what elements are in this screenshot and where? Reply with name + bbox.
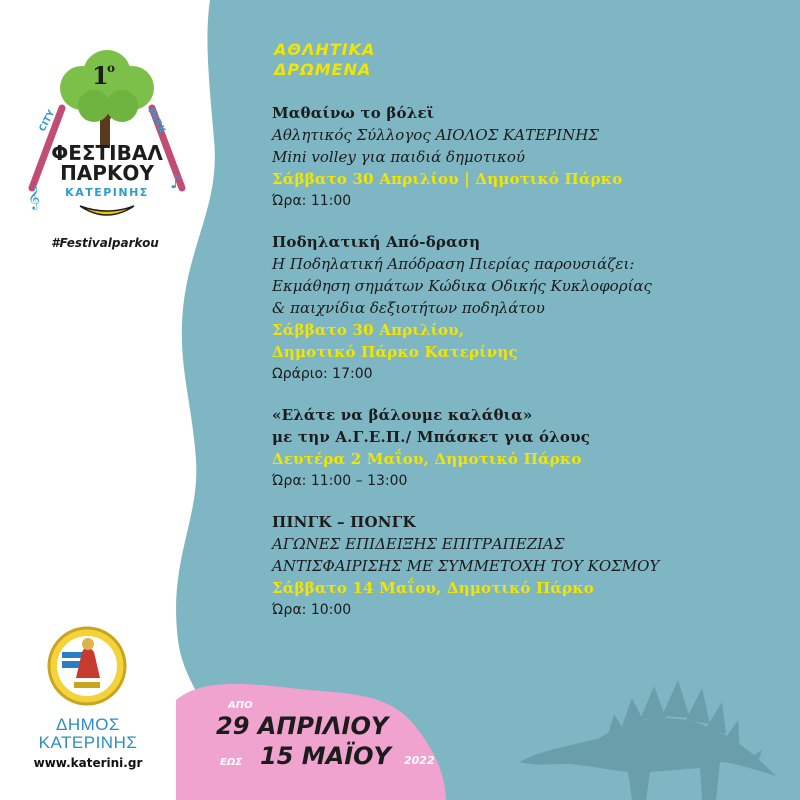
event-date: Σάββατο 14 Μαΐου, Δημοτικό Πάρκο [272,579,594,597]
festival-dates [206,700,435,790]
municipality-name-line1: ΔΗΜΟΣ [55,715,121,734]
event-title: Μαθαίνω το βόλεϊ [272,104,435,122]
municipality-name [0,716,176,752]
section-heading [274,40,772,80]
from-label: ΑΠΟ [228,700,253,711]
event-description: Η Ποδηλατική Απόδραση Πιερίας παρουσιάζει: [272,255,635,273]
event-item [272,231,772,385]
municipality-emblem-icon [42,618,132,718]
treble-clef-icon: 𝄞 [28,185,40,209]
hashtag: #Festivalparkou [51,236,159,250]
boomerang-icon [80,206,134,215]
event-title: «Ελάτε να βάλουμε καλάθια» [272,406,533,424]
municipality-website[interactable]: www.katerini.gr [33,756,143,770]
event-description: & παιχνίδια δεξιοτήτων ποδηλάτου [272,299,545,317]
event-item [272,404,772,492]
events-content [272,40,772,621]
section-heading-line2: ΔΡΩΜΕΝΑ [274,60,372,79]
festival-number: 1 [92,61,109,90]
event-description: Αθλητικός Σύλλογος ΑΙΟΛΟΣ ΚΑΤΕΡΙΝΗΣ [272,126,599,144]
event-item [272,102,772,212]
start-date: 29 ΑΠΡΙΛΙΟΥ [216,712,389,740]
event-time: Ώρα: 11:00 – 13:00 [272,473,408,489]
event-title: Ποδηλατική Από-δραση [272,233,481,251]
festival-title-line1: ΦΕΣΤΙΒΑΛ [51,141,163,165]
event-date: Σάββατο 30 Απριλίου | Δημοτικό Πάρκο [272,170,623,188]
event-time: Ώρα: 11:00 [272,193,352,209]
festival-number-sup: ο [107,61,116,75]
event-date: Δημοτικό Πάρκο Κατερίνης [272,343,518,361]
stegosaurus-icon [510,650,780,800]
event-list [272,102,772,621]
end-date: 15 ΜΑΪΟΥ [260,742,391,770]
music-note-icon: ♪ [170,172,182,193]
arc-right-label: PARK [145,106,167,135]
year: 2022 [404,754,435,767]
event-description: Εκμάθηση σημάτων Κώδικα Οδικής Κυκλοφορίας [272,277,652,295]
festival-subtitle: ΚΑΤΕΡΙΝΗΣ [65,186,149,199]
arc-left-label: CITY [37,108,58,134]
event-item [272,511,772,621]
to-label: ΕΩΣ [220,757,243,768]
event-date: Σάββατο 30 Απριλίου, [272,321,465,339]
event-time: Ώρα: 10:00 [272,602,352,618]
festival-title-line2: ΠΑΡΚΟΥ [60,161,154,185]
event-description: ΑΓΩΝΕΣ ΕΠΙΔΕΙΞΗΣ ΕΠΙΤΡΑΠΕΖΙΑΣ [272,535,565,553]
event-title: ΠΙΝΓΚ – ΠΟΝΓΚ [272,513,416,531]
event-date: Δευτέρα 2 Μαΐου, Δημοτικό Πάρκο [272,450,582,468]
municipality-name-line2: ΚΑΤΕΡΙΝΗΣ [38,733,138,752]
event-description: Mini volley για παιδιά δημοτικού [272,148,525,166]
event-time: Ωράριο: 17:00 [272,366,373,382]
event-description: ΑΝΤΙΣΦΑΙΡΙΣΗΣ ΜΕ ΣΥΜΜΕΤΟΧΗ ΤΟΥ ΚΟΣΜΟΥ [272,557,660,575]
event-title: με την Α.Γ.Ε.Π./ Μπάσκετ για όλους [272,428,591,446]
section-heading-line1: ΑΘΛΗΤΙΚΑ [274,40,376,59]
festival-logo [22,48,192,228]
